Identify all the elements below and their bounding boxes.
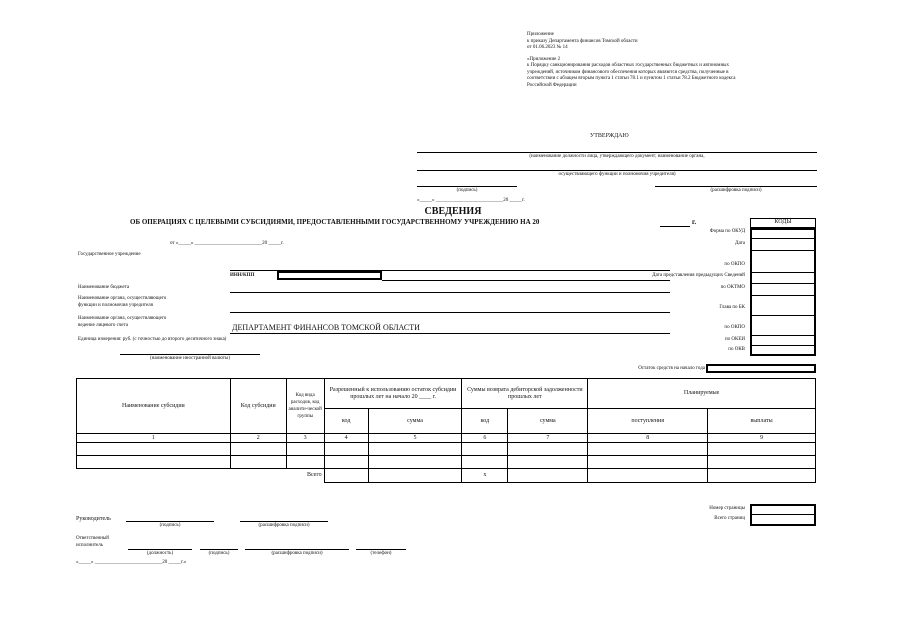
- total-cell[interactable]: [588, 469, 708, 483]
- th-remain-sum: сумма: [368, 409, 462, 434]
- col-num: 7: [508, 434, 588, 443]
- cell[interactable]: [588, 456, 708, 469]
- field-account-1: Наименование органа, осуществляющего: [78, 316, 167, 321]
- approve-hint-1: (наименование должности лица, утверждающего документ; наименование органа,: [529, 154, 705, 159]
- th-code: Код субсидии: [230, 379, 286, 434]
- codes-okei: по ОКЕИ: [724, 337, 745, 342]
- total-label: Всего: [306, 472, 322, 479]
- cell[interactable]: [462, 443, 508, 456]
- balance-label: Остаток средств на начало года: [638, 366, 705, 371]
- pages-total-label: Всего страниц: [714, 516, 745, 521]
- total-cell[interactable]: [708, 469, 816, 483]
- col-num: 2: [230, 434, 286, 443]
- codes-okpo-2: по ОКПО: [724, 325, 745, 330]
- field-account-2: ведение лицевого счета: [78, 323, 128, 328]
- appendix-line: к Порядку санкционирования расходов областных государственных бюджетных и автономных: [527, 63, 729, 68]
- codes-date: Дата: [735, 241, 745, 246]
- doc-date: от «_____» ___________________________20 _____г.: [170, 241, 284, 246]
- appendix-line: Российской Федерации: [527, 82, 577, 88]
- resp-label-2: исполнитель: [76, 543, 104, 548]
- cell[interactable]: [708, 443, 816, 456]
- th-income: поступления: [588, 409, 708, 434]
- cell[interactable]: [368, 443, 462, 456]
- approve-title: УТВЕРЖДАЮ: [590, 133, 629, 139]
- currency-hint: (наименование иностранной валюты): [150, 356, 230, 361]
- field-budget: Наименование бюджета: [78, 285, 130, 290]
- cell[interactable]: [588, 443, 708, 456]
- resp-sign-hint: (подпись): [208, 551, 230, 556]
- subsidy-table: [76, 378, 816, 483]
- appendix-line: от 01.06.2023 № 14: [527, 45, 568, 50]
- doc-subtitle: ОБ ОПЕРАЦИЯХ С ЦЕЛЕВЫМИ СУБСИДИЯМИ, ПРЕДОСТАВЛЕННЫМИ ГОСУДАРСТВЕННОМУ УЧРЕЖДЕНИЮ НА 20: [130, 218, 540, 226]
- appendix-line: «Приложение 2: [527, 56, 561, 62]
- cell[interactable]: [708, 456, 816, 469]
- cell[interactable]: [324, 456, 368, 469]
- field-founder-2: функции и полномочия учредителя: [78, 303, 153, 308]
- codes-header-box: [750, 218, 816, 228]
- codes-glava: Глава по БК: [719, 305, 745, 310]
- th-payments: выплаты: [708, 409, 816, 434]
- cell[interactable]: [286, 443, 324, 456]
- resp-phone-hint: (телефон): [370, 551, 392, 556]
- th-return-sum: сумма: [508, 409, 588, 434]
- approve-date: «_____» ___________________________20 _____г.: [417, 198, 525, 203]
- table-row: [77, 443, 816, 456]
- th-analytic: Код вида расходов, код аналити-ческой группы: [286, 379, 324, 434]
- resp-position-hint: (должность): [146, 551, 174, 556]
- total-row: [77, 469, 816, 483]
- col-num: 5: [368, 434, 462, 443]
- col-num: 8: [588, 434, 708, 443]
- resp-label-1: Ответственный: [76, 536, 109, 541]
- total-x: x: [462, 469, 508, 483]
- field-account-value: ДЕПАРТАМЕНТ ФИНАНСОВ ТОМСКОЙ ОБЛАСТИ: [232, 323, 420, 332]
- approve-sign-hint: (подпись): [456, 188, 478, 193]
- th-return: Суммы возврата дебиторской задолженности прошлых лет: [462, 379, 588, 409]
- col-num: 4: [324, 434, 368, 443]
- head-label: Руководитель: [76, 516, 111, 522]
- head-decode-hint: (расшифровка подписи): [258, 523, 310, 528]
- col-num: 3: [286, 434, 324, 443]
- cell[interactable]: [230, 443, 286, 456]
- balance-input[interactable]: [706, 364, 816, 373]
- appendix-line: соответствии с абзацем вторым пункта 1 статьи 78.1 и пунктом 1 статьи 78.2 Бюджетного кодекса: [527, 76, 736, 81]
- codes-oktmo: по ОКТМО: [720, 285, 745, 290]
- field-institution: Государственное учреждение: [78, 252, 141, 257]
- col-num: 1: [77, 434, 231, 443]
- cell[interactable]: [230, 456, 286, 469]
- total-cell[interactable]: [368, 469, 462, 483]
- th-remain: Разрешенный к использованию остаток субсидии прошлых лет на начало 20 ____ г.: [324, 379, 462, 409]
- cell[interactable]: [462, 456, 508, 469]
- appendix-line: к приказу Департамента финансов Томской области: [527, 38, 638, 44]
- total-cell[interactable]: [324, 469, 368, 483]
- th-name: Наименование субсидии: [77, 379, 231, 434]
- col-num: 6: [462, 434, 508, 443]
- doc-title: СВЕДЕНИЯ: [424, 206, 482, 217]
- total-cell[interactable]: [508, 469, 588, 483]
- field-inn-kpp-label: ИНН/КПП: [230, 273, 255, 278]
- cell[interactable]: [77, 443, 231, 456]
- codes-header: КОДЫ: [774, 219, 792, 225]
- col-num: 9: [708, 434, 816, 443]
- resp-decode-hint: (расшифровка подписи): [271, 551, 323, 556]
- cell[interactable]: [368, 456, 462, 469]
- codes-prev-date: Дата представления предыдущих Сведений: [652, 273, 745, 278]
- appendix-line: Приложение: [527, 32, 554, 37]
- codes-okpo: по ОКПО: [724, 262, 745, 267]
- page-number-label: Номер страницы: [709, 506, 745, 511]
- doc-year-suffix: г.: [692, 218, 697, 226]
- cell[interactable]: [324, 443, 368, 456]
- appendix-line: учреждений, источником финансового обеспечения которых являются средства, полученные в: [527, 69, 729, 75]
- field-unit: Единица измерения: руб. (с точностью до второго десятичного знака): [78, 337, 227, 342]
- codes-okud: Форма по ОКУД: [709, 229, 745, 234]
- footer-date: «_____» ___________________________20 _____г.»: [76, 560, 187, 565]
- cell[interactable]: [508, 456, 588, 469]
- cell[interactable]: [286, 456, 324, 469]
- page-number-box[interactable]: [750, 504, 816, 526]
- approve-decode-hint: (расшифровка подписи): [710, 188, 762, 193]
- codes-column: [750, 228, 816, 356]
- appendix-block: [527, 32, 827, 89]
- field-founder-1: Наименование органа, осуществляющего: [78, 296, 167, 301]
- cell[interactable]: [77, 456, 231, 469]
- inn-kpp-input[interactable]: [277, 271, 382, 280]
- head-sign-hint: (подпись): [159, 523, 181, 528]
- th-planned: Планируемые: [588, 379, 816, 409]
- th-return-code: код: [462, 409, 508, 434]
- approve-hint-2: осуществляющего функции и полномочия учредителя): [558, 172, 676, 177]
- cell[interactable]: [508, 443, 588, 456]
- table-row: [77, 456, 816, 469]
- codes-okv: по ОКВ: [728, 347, 745, 352]
- th-remain-code: код: [324, 409, 368, 434]
